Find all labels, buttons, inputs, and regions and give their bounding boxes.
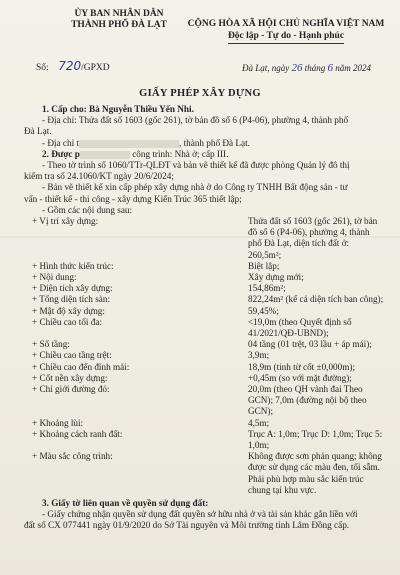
spec-label: + Hình thức kiến trúc: [32,260,114,271]
so-label: Số: [36,63,49,73]
spec-value: 822,24m² (kể cả diện tích ban công); [248,294,384,305]
spec-value: Biệt lập; [248,260,280,271]
spec-row [24,339,380,350]
spec-label: + Màu sắc công trình: [32,451,113,462]
national-header [186,18,386,44]
spec-value: 20,0m (theo QH vành đai Theo GCN); 7,0m (đường nội bộ theo GCN); [248,383,367,417]
spec-row [24,384,380,418]
spec-label: + Diện tích xây dựng: [32,283,113,294]
date-day: 26 [291,62,303,74]
spec-label: + Khoảng lùi: [32,417,84,428]
spec-row [24,272,380,283]
spec-label: + Khoảng cách ranh đất: [32,428,123,439]
sec2-p3: - Gồm các nội dung sau: [42,204,133,215]
spec-value: 59,45%; [248,305,279,316]
national-motto: Độc lập - Tự do - Hạnh phúc [228,30,344,44]
spec-row [24,306,380,317]
section-3-label: 3. Giấy tờ liên quan về quyền sử dụng đất: [42,497,209,508]
spec-label: + Tổng diện tích sàn: [32,294,110,305]
sec3-p-b: đất số CX 077441 ngày 01/9/2020 do Sở Tài nguyên và Môi trường tỉnh Lâm Đồng cấp. [24,520,350,531]
sec3-p-a: - Giấy chứng nhận quyền sử dụng đất quyền sở hữu nhà ở và tài sản khác gắn liền với [42,509,358,520]
section-1-contact [24,138,380,149]
date-prefix: Đà Lạt, ngày [242,63,290,73]
spec-value: Thửa đất số 1603 (gốc 261), tờ bản đồ số 6 (P4-06), phường 4, thành phố Đà Lạt, diện tích đất ở: 260,5m²; [248,216,378,260]
spec-value: 18,9m (tính từ cốt ±0,000m); [248,361,355,372]
spec-row [24,362,380,373]
date-mid: tháng [304,63,326,73]
redaction-blot [119,140,179,148]
contact-a: - Địa chỉ t [42,137,79,148]
spec-value: 154,86m²; [248,283,286,294]
country-name: CỘNG HÒA XÃ HỘI CHỦ NGHĨA VIỆT NAM [187,19,385,29]
spec-row [24,451,380,496]
spec-value: 3,9m; [248,350,270,361]
spec-row [24,261,380,272]
redaction-blot [80,151,130,159]
spec-label: + Chiều cao tầng trệt: [32,350,112,361]
spec-label: + Cốt nền xây dựng: [32,372,108,383]
section-1-address-a: - Địa chỉ: Thửa đất số 1603 (gốc 261), tờ bản đồ số 6 (P4-06), phường 4, thành phố [42,115,349,126]
sec2-p1-b: kiểm tra số 24.1060/KT ngày 20/6/2024; [24,171,174,182]
sec2-label-a: 2. Được p [42,148,80,159]
issuing-agency [44,9,194,31]
spec-value: Trục A: 1,0m; Trục D: 1,0m; Trục 5: 1,0m; [248,428,383,450]
section-2-label [24,149,380,160]
sec2-label-b: công trình: Nhà ở; cấp III. [132,148,229,159]
spec-label: + Chiều cao tối đa: [32,316,102,327]
agency-line-1: ỦY BAN NHÂN DÂN [74,9,164,19]
spec-row [24,428,383,451]
spec-row [24,216,380,261]
date-suffix: năm 2024 [335,63,372,73]
sec2-p2-b: vấn - thiết kế - thi công - xây dựng Kiến Trúc 365 thiết lập; [24,193,242,204]
so-suffix: /GPXD [81,63,110,73]
contact-b: , thành phố Đà Lạt. [179,137,250,148]
document-body [24,104,384,532]
spec-value: Xây dựng mới; [248,272,304,283]
agency-line-2: THÀNH PHỐ ĐÀ LẠT [71,20,167,30]
sec2-p2-a: - Bản vẽ thiết kế xin cấp phép xây dựng nhà ở do Công ty TNHH Bất động sản - tư [42,182,348,193]
spec-value: 4,5m; [248,417,270,428]
spec-value: +0,45m (so với mặt đường); [248,372,352,383]
spec-row [24,283,380,294]
permit-specs-list [24,216,384,496]
spec-row [24,418,380,429]
spec-label: + Nội dung: [32,272,77,283]
spec-label: + Vị trí xây dựng: [32,216,99,227]
spec-label: + Chiều cao đến đỉnh mái: [32,361,130,372]
spec-value: 04 tầng (01 trệt, 03 lầu + áp mái); [248,339,372,350]
section-1-address-b: Đà Lạt. [24,126,52,137]
spec-value: <19,0m (theo Quyết định số 41/2021/QĐ-UBND); [248,316,352,338]
document-number [36,59,110,73]
date-month: 6 [327,62,334,74]
spec-label: + Mật độ xây dựng: [32,305,105,316]
spec-label: + Chỉ giới đường đỏ: [32,383,110,394]
document-title: GIẤY PHÉP XÂY DỰNG [139,88,261,99]
section-1-label: 1. Cấp cho: Bà Nguyễn Thiều Yến Nhi. [42,104,194,114]
spec-row [24,294,384,305]
spec-value: Không được sơn phản quang; không được sử dụng các màu đen, tối sẫm. Phải phù hợp màu sắc kiến trúc chung tại khu vực. [248,451,382,495]
spec-row [24,350,380,361]
sec2-p1-a: - Theo tờ trình số 1060/TTr-QLĐT và bản vẽ thiết kế đã được phòng Quản lý đô thị [42,160,350,171]
so-number: 720 [58,59,82,73]
redaction-blot [79,140,119,148]
spec-row [24,317,380,339]
spec-label: + Số tầng: [32,339,70,350]
issue-date [242,62,371,74]
spec-row [24,373,380,384]
